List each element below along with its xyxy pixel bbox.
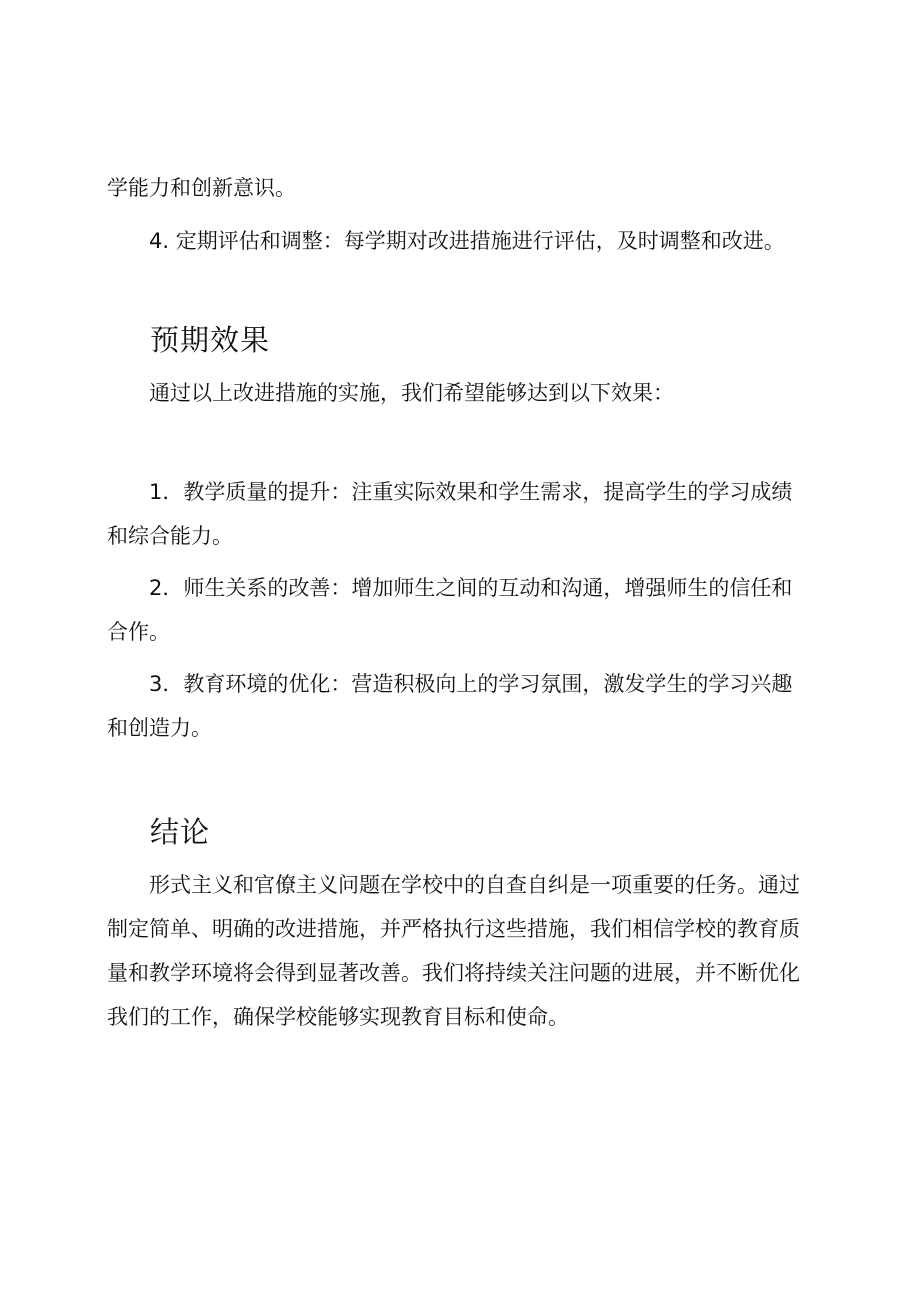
- expected-effects-intro: 通过以上改进措施的实施，我们希望能够达到以下效果：: [149, 381, 674, 405]
- carry-over-paragraph: 学能力和创新意识。: [107, 176, 296, 200]
- measure-item-4: 4. 定期评估和调整：每学期对改进措施进行评估，及时调整和改进。: [149, 229, 785, 253]
- expected-effect-item-2: 2．师生关系的改善：增加师生之间的互动和沟通，增强师生的信任和合作。: [107, 576, 793, 644]
- section-heading-expected-effects: 预期效果: [150, 323, 271, 357]
- conclusion-paragraph: 形式主义和官僚主义问题在学校中的自查自纠是一项重要的任务。通过制定简单、明确的改进措施，并严格执行这些措施，我们相信学校的教育质量和教学环境将会得到显著改善。我们将持续关注问题的进展，并不断优化我们的工作，确保学校能够实现教育目标和使命。: [107, 873, 800, 1029]
- expected-effect-item-1: 1．教学质量的提升：注重实际效果和学生需求，提高学生的学习成绩和综合能力。: [107, 480, 793, 548]
- expected-effect-item-3: 3．教育环境的优化：营造积极向上的学习氛围，激发学生的学习兴趣和创造力。: [107, 672, 793, 740]
- section-heading-conclusion: 结论: [150, 815, 211, 849]
